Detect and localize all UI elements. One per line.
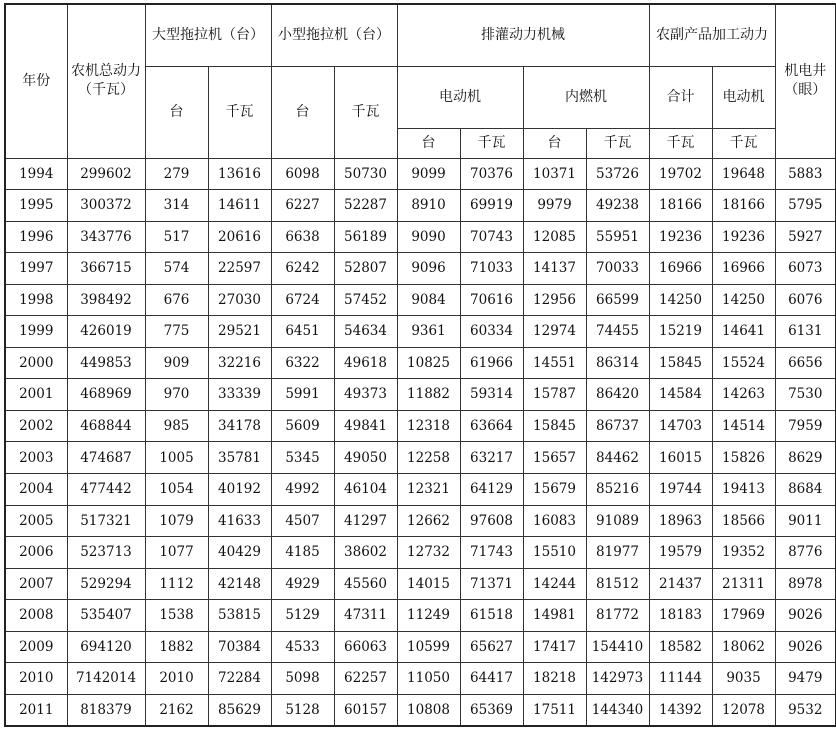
table-cell: 52287 [334,190,397,222]
table-cell: 449853 [67,347,145,379]
table-cell: 19648 [712,158,775,190]
header-small-tractor-units: 台 [271,66,334,158]
header-large-tractor-units: 台 [145,66,208,158]
table-cell: 19413 [712,473,775,505]
table-cell: 343776 [67,221,145,253]
header-small-tractor: 小型拖拉机（台） [271,4,397,66]
year-cell: 2003 [5,442,67,474]
table-cell: 15826 [712,442,775,474]
header-irrigation: 排灌动力机械 [397,4,649,66]
table-cell: 19579 [649,537,712,569]
table-cell: 9099 [397,158,460,190]
table-cell: 1054 [145,473,208,505]
table-cell: 300372 [67,190,145,222]
table-cell: 13616 [208,158,271,190]
header-processing-electric: 电动机 [712,66,775,128]
table-cell: 142973 [586,663,649,695]
table-cell: 12662 [397,505,460,537]
table-cell: 4507 [271,505,334,537]
table-cell: 985 [145,410,208,442]
table-cell: 574 [145,253,208,285]
table-cell: 64129 [460,473,523,505]
year-cell: 2007 [5,568,67,600]
table-cell: 7959 [775,410,836,442]
table-cell: 84462 [586,442,649,474]
table-cell: 91089 [586,505,649,537]
table-cell: 5991 [271,379,334,411]
table-row [5,537,836,569]
table-cell: 18582 [649,631,712,663]
table-row [5,442,836,474]
year-cell: 1998 [5,284,67,316]
table-cell: 2010 [145,663,208,695]
table-cell: 6242 [271,253,334,285]
table-cell: 7142014 [67,663,145,695]
table-cell: 14551 [523,347,586,379]
table-cell: 49238 [586,190,649,222]
table-cell: 8978 [775,568,836,600]
table-cell: 15845 [649,347,712,379]
table-cell: 9026 [775,600,836,632]
table-cell: 14703 [649,410,712,442]
year-cell: 2002 [5,410,67,442]
table-cell: 61966 [460,347,523,379]
table-cell: 14392 [649,694,712,726]
table-cell: 33339 [208,379,271,411]
table-cell: 86314 [586,347,649,379]
header-irr-combustion-units: 台 [523,128,586,158]
table-cell: 71743 [460,537,523,569]
table-cell: 14981 [523,600,586,632]
table-cell: 21437 [649,568,712,600]
table-cell: 314 [145,190,208,222]
table-cell: 16966 [649,253,712,285]
table-cell: 12732 [397,537,460,569]
table-cell: 1005 [145,442,208,474]
table-cell: 1882 [145,631,208,663]
table-cell: 6656 [775,347,836,379]
table-cell: 398492 [67,284,145,316]
table-cell: 517 [145,221,208,253]
table-cell: 468969 [67,379,145,411]
table-cell: 49050 [334,442,397,474]
table-cell: 14263 [712,379,775,411]
table-cell: 85216 [586,473,649,505]
table-row [5,473,836,505]
table-row [5,284,836,316]
table-cell: 6227 [271,190,334,222]
table-cell: 66063 [334,631,397,663]
table-cell: 60157 [334,694,397,726]
table-cell: 4929 [271,568,334,600]
table-cell: 19236 [712,221,775,253]
table-cell: 16966 [712,253,775,285]
table-cell: 6098 [271,158,334,190]
table-cell: 70743 [460,221,523,253]
table-cell: 676 [145,284,208,316]
table-cell: 70616 [460,284,523,316]
table-cell: 9979 [523,190,586,222]
table-row [5,505,836,537]
table-cell: 12085 [523,221,586,253]
header-irr-combustion-kw: 千瓦 [586,128,649,158]
year-cell: 2009 [5,631,67,663]
table-cell: 70384 [208,631,271,663]
table-cell: 81977 [586,537,649,569]
table-cell: 81512 [586,568,649,600]
table-cell: 12318 [397,410,460,442]
table-cell: 154410 [586,631,649,663]
table-cell: 53726 [586,158,649,190]
table-cell: 14514 [712,410,775,442]
table-cell: 10825 [397,347,460,379]
table-cell: 9090 [397,221,460,253]
table-row [5,631,836,663]
table-cell: 14641 [712,316,775,348]
header-irrigation-combustion: 内燃机 [523,66,649,128]
table-cell: 18166 [712,190,775,222]
table-cell: 14244 [523,568,586,600]
table-cell: 49841 [334,410,397,442]
table-cell: 18566 [712,505,775,537]
table-cell: 66599 [586,284,649,316]
header-processing-total-kw: 千瓦 [649,128,712,158]
table-cell: 9035 [712,663,775,695]
table-row [5,410,836,442]
table-cell: 6076 [775,284,836,316]
year-cell: 2006 [5,537,67,569]
table-cell: 35781 [208,442,271,474]
table-cell: 19352 [712,537,775,569]
year-cell: 2011 [5,694,67,726]
table-cell: 22597 [208,253,271,285]
table-cell: 15679 [523,473,586,505]
table-cell: 53815 [208,600,271,632]
table-cell: 70033 [586,253,649,285]
year-cell: 1996 [5,221,67,253]
table-cell: 18218 [523,663,586,695]
table-cell: 426019 [67,316,145,348]
table-cell: 65627 [460,631,523,663]
table-cell: 6322 [271,347,334,379]
table-body [5,158,836,726]
table-cell: 11050 [397,663,460,695]
table-row [5,253,836,285]
table-cell: 1112 [145,568,208,600]
table-cell: 818379 [67,694,145,726]
header-irrigation-electric: 电动机 [397,66,523,128]
table-row [5,600,836,632]
table-cell: 18963 [649,505,712,537]
table-cell: 21311 [712,568,775,600]
table-cell: 15845 [523,410,586,442]
table-cell: 694120 [67,631,145,663]
table-cell: 19744 [649,473,712,505]
table-cell: 42148 [208,568,271,600]
table-cell: 9026 [775,631,836,663]
table-cell: 41633 [208,505,271,537]
year-cell: 2010 [5,663,67,695]
year-cell: 1994 [5,158,67,190]
table-cell: 27030 [208,284,271,316]
table-cell: 909 [145,347,208,379]
table-cell: 40429 [208,537,271,569]
table-cell: 517321 [67,505,145,537]
table-cell: 54634 [334,316,397,348]
table-row [5,663,836,695]
table-cell: 38602 [334,537,397,569]
table-cell: 18183 [649,600,712,632]
table-cell: 60334 [460,316,523,348]
table-cell: 523713 [67,537,145,569]
table-cell: 49373 [334,379,397,411]
table-cell: 56189 [334,221,397,253]
table-cell: 70376 [460,158,523,190]
table-cell: 15787 [523,379,586,411]
table-cell: 71033 [460,253,523,285]
table-cell: 9532 [775,694,836,726]
table-cell: 45560 [334,568,397,600]
header-year: 年份 [5,4,67,158]
year-cell: 2005 [5,505,67,537]
table-cell: 41297 [334,505,397,537]
table-cell: 5345 [271,442,334,474]
table-cell: 16083 [523,505,586,537]
table-cell: 10371 [523,158,586,190]
table-cell: 20616 [208,221,271,253]
table-cell: 40192 [208,473,271,505]
table-cell: 279 [145,158,208,190]
header-irr-electric-kw: 千瓦 [460,128,523,158]
table-cell: 8776 [775,537,836,569]
table-cell: 9084 [397,284,460,316]
table-cell: 15510 [523,537,586,569]
table-cell: 14015 [397,568,460,600]
table-cell: 775 [145,316,208,348]
table-cell: 34178 [208,410,271,442]
table-cell: 64417 [460,663,523,695]
table-cell: 86737 [586,410,649,442]
table-cell: 5795 [775,190,836,222]
table-cell: 46104 [334,473,397,505]
table-cell: 11144 [649,663,712,695]
table-cell: 74455 [586,316,649,348]
table-cell: 72284 [208,663,271,695]
table-cell: 17417 [523,631,586,663]
agricultural-machinery-table [4,3,836,727]
table-cell: 6724 [271,284,334,316]
table-cell: 18166 [649,190,712,222]
table-row [5,568,836,600]
year-cell: 2004 [5,473,67,505]
year-cell: 2008 [5,600,67,632]
table-row [5,379,836,411]
table-cell: 19702 [649,158,712,190]
year-cell: 1997 [5,253,67,285]
table-cell: 477442 [67,473,145,505]
table-cell: 6638 [271,221,334,253]
table-cell: 14584 [649,379,712,411]
table-cell: 12956 [523,284,586,316]
table-cell: 97608 [460,505,523,537]
table-cell: 86420 [586,379,649,411]
table-cell: 6131 [775,316,836,348]
table-header [5,4,836,158]
table-cell: 366715 [67,253,145,285]
header-small-tractor-kw: 千瓦 [334,66,397,158]
table-cell: 49618 [334,347,397,379]
table-cell: 1538 [145,600,208,632]
table-cell: 11249 [397,600,460,632]
table-cell: 5609 [271,410,334,442]
table-cell: 32216 [208,347,271,379]
table-cell: 2162 [145,694,208,726]
table-cell: 4992 [271,473,334,505]
header-processing: 农副产品加工动力 [649,4,775,66]
table-cell: 15657 [523,442,586,474]
table-cell: 1077 [145,537,208,569]
table-cell: 18062 [712,631,775,663]
table-row [5,190,836,222]
table-cell: 15219 [649,316,712,348]
table-cell: 62257 [334,663,397,695]
header-irr-electric-units: 台 [397,128,460,158]
header-large-tractor-kw: 千瓦 [208,66,271,158]
table-cell: 4185 [271,537,334,569]
header-large-tractor: 大型拖拉机（台） [145,4,271,66]
table-cell: 69919 [460,190,523,222]
table-cell: 5883 [775,158,836,190]
year-cell: 2001 [5,379,67,411]
table-cell: 52807 [334,253,397,285]
table-cell: 10599 [397,631,460,663]
table-row [5,158,836,190]
table-cell: 63217 [460,442,523,474]
table-cell: 7530 [775,379,836,411]
table-cell: 12258 [397,442,460,474]
table-cell: 9479 [775,663,836,695]
table-cell: 61518 [460,600,523,632]
table-cell: 9011 [775,505,836,537]
table-cell: 529294 [67,568,145,600]
table-row [5,316,836,348]
table-cell: 12321 [397,473,460,505]
table-cell: 14250 [649,284,712,316]
header-well: 机电井（眼） [775,4,836,158]
table-cell: 299602 [67,158,145,190]
table-cell: 14137 [523,253,586,285]
table-cell: 55951 [586,221,649,253]
table-cell: 144340 [586,694,649,726]
year-cell: 1999 [5,316,67,348]
table-cell: 63664 [460,410,523,442]
table-cell: 5128 [271,694,334,726]
table-row [5,694,836,726]
header-processing-electric-kw: 千瓦 [712,128,775,158]
table-cell: 15524 [712,347,775,379]
table-row [5,221,836,253]
table-cell: 8910 [397,190,460,222]
table-cell: 8629 [775,442,836,474]
table-cell: 10808 [397,694,460,726]
table-cell: 65369 [460,694,523,726]
table-cell: 5927 [775,221,836,253]
table-cell: 14611 [208,190,271,222]
table-cell: 6451 [271,316,334,348]
table-cell: 19236 [649,221,712,253]
table-cell: 1079 [145,505,208,537]
table-cell: 12974 [523,316,586,348]
table-cell: 71371 [460,568,523,600]
table-row [5,347,836,379]
table-cell: 16015 [649,442,712,474]
table-cell: 468844 [67,410,145,442]
table-cell: 4533 [271,631,334,663]
table-cell: 85629 [208,694,271,726]
table-cell: 17511 [523,694,586,726]
table-cell: 5098 [271,663,334,695]
table-cell: 47311 [334,600,397,632]
table-cell: 970 [145,379,208,411]
table-cell: 17969 [712,600,775,632]
table-cell: 50730 [334,158,397,190]
year-cell: 2000 [5,347,67,379]
table-cell: 12078 [712,694,775,726]
table-cell: 5129 [271,600,334,632]
header-total-power: 农机总动力（千瓦） [67,4,145,158]
table-cell: 9361 [397,316,460,348]
table-cell: 474687 [67,442,145,474]
table-cell: 9096 [397,253,460,285]
table-cell: 29521 [208,316,271,348]
table-cell: 8684 [775,473,836,505]
year-cell: 1995 [5,190,67,222]
table-cell: 57452 [334,284,397,316]
header-processing-total: 合计 [649,66,712,128]
table-cell: 11882 [397,379,460,411]
table-cell: 59314 [460,379,523,411]
table-cell: 535407 [67,600,145,632]
table-cell: 81772 [586,600,649,632]
table-cell: 6073 [775,253,836,285]
table-cell: 14250 [712,284,775,316]
